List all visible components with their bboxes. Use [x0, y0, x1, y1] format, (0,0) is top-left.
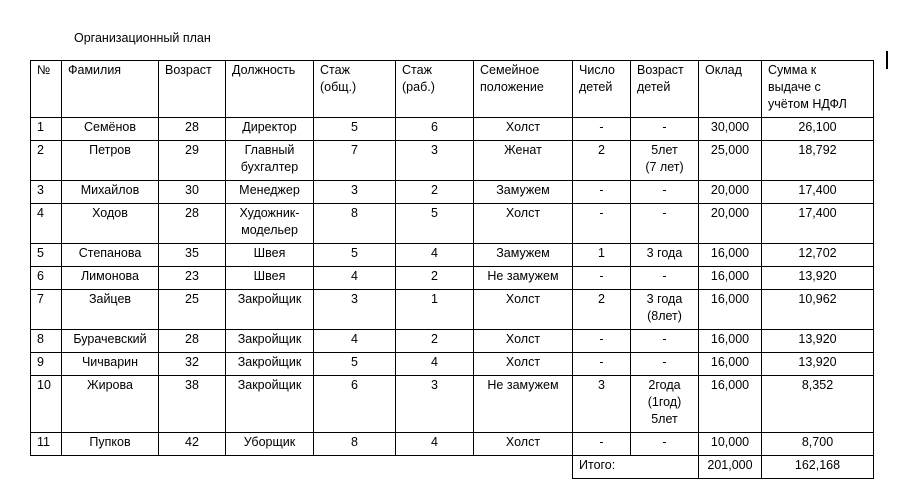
cell-exp-work: 1 — [396, 290, 474, 330]
cell-marital: Замужем — [474, 181, 573, 204]
header-age: Возраст — [159, 61, 226, 118]
cell-exp-work: 5 — [396, 204, 474, 244]
cell-surname: Степанова — [62, 244, 159, 267]
cell-line: 3 года — [646, 292, 683, 306]
totals-label: Итого: — [573, 456, 699, 479]
cell-age: 32 — [159, 353, 226, 376]
cell-salary: 16,000 — [699, 267, 762, 290]
cell-children-age — [631, 330, 699, 353]
cell-exp-work: 6 — [396, 118, 474, 141]
cell-position — [226, 181, 314, 204]
cell-children-age — [631, 353, 699, 376]
header-surname: Фамилия — [62, 61, 159, 118]
totals-row — [31, 456, 874, 479]
cell-exp-total: 5 — [314, 118, 396, 141]
cell-line: Швея — [253, 246, 286, 260]
cell-surname: Семёнов — [62, 118, 159, 141]
cell-line: Уборщик — [243, 435, 296, 449]
cell-exp-total: 5 — [314, 244, 396, 267]
cell-line: (1год) — [647, 395, 682, 409]
cell-children: 2 — [573, 141, 631, 181]
cell-num: 5 — [31, 244, 62, 267]
totals-net: 162,168 — [762, 456, 874, 479]
header-salary: Оклад — [699, 61, 762, 118]
table-row — [31, 141, 874, 181]
cell-surname: Пупков — [62, 433, 159, 456]
cell-num: 11 — [31, 433, 62, 456]
cell-line: Стаж — [320, 63, 350, 77]
table-row — [31, 353, 874, 376]
cell-num: 3 — [31, 181, 62, 204]
cell-line: - — [662, 435, 667, 449]
cell-exp-work: 4 — [396, 353, 474, 376]
cell-position — [226, 330, 314, 353]
cell-line: (раб.) — [402, 80, 435, 94]
cell-exp-total: 8 — [314, 433, 396, 456]
cell-position — [226, 267, 314, 290]
cell-exp-work: 4 — [396, 244, 474, 267]
cell-exp-work: 3 — [396, 376, 474, 433]
cell-children: - — [573, 204, 631, 244]
table-row — [31, 267, 874, 290]
cell-line: Закройщик — [237, 332, 302, 346]
cell-exp-work: 4 — [396, 433, 474, 456]
cell-age: 28 — [159, 330, 226, 353]
cell-line: учётом НДФЛ — [768, 97, 847, 111]
totals-spacer — [31, 456, 573, 479]
cell-line: (7 лет) — [645, 160, 684, 174]
cell-marital: Женат — [474, 141, 573, 181]
table-header-row — [31, 61, 874, 118]
cell-net: 17,400 — [762, 204, 874, 244]
cell-line: детей — [637, 80, 671, 94]
cell-num: 6 — [31, 267, 62, 290]
header-position: Должность — [226, 61, 314, 118]
header-children-age — [631, 61, 699, 118]
cell-surname: Петров — [62, 141, 159, 181]
cell-surname: Жирова — [62, 376, 159, 433]
cell-exp-work: 3 — [396, 141, 474, 181]
cell-children: - — [573, 433, 631, 456]
cell-position — [226, 433, 314, 456]
cell-surname: Ходов — [62, 204, 159, 244]
cell-marital: Замужем — [474, 244, 573, 267]
cell-marital: Не замужем — [474, 376, 573, 433]
cell-children-age — [631, 118, 699, 141]
cell-exp-total: 3 — [314, 290, 396, 330]
cell-position — [226, 244, 314, 267]
cell-exp-total: 7 — [314, 141, 396, 181]
cell-line: положение — [480, 80, 544, 94]
cell-salary: 10,000 — [699, 433, 762, 456]
cell-salary: 20,000 — [699, 204, 762, 244]
table-row — [31, 118, 874, 141]
cell-exp-total: 5 — [314, 353, 396, 376]
cell-exp-total: 6 — [314, 376, 396, 433]
cell-line: Закройщик — [237, 378, 302, 392]
cell-line: 2года — [648, 378, 681, 392]
cell-line: 5лет — [651, 143, 678, 157]
cell-line: Стаж — [402, 63, 432, 77]
cell-children-age — [631, 244, 699, 267]
cell-surname: Бурачевский — [62, 330, 159, 353]
cell-age: 28 — [159, 204, 226, 244]
table-row — [31, 330, 874, 353]
cell-children-age — [631, 181, 699, 204]
cell-net: 13,920 — [762, 353, 874, 376]
cell-net: 18,792 — [762, 141, 874, 181]
cell-exp-total: 4 — [314, 267, 396, 290]
text-cursor — [886, 51, 888, 69]
cell-num: 9 — [31, 353, 62, 376]
cell-num: 8 — [31, 330, 62, 353]
cell-children: - — [573, 330, 631, 353]
cell-position — [226, 118, 314, 141]
cell-line: Директор — [242, 120, 297, 134]
cell-exp-work: 2 — [396, 330, 474, 353]
cell-children-age — [631, 376, 699, 433]
cell-marital: Не замужем — [474, 267, 573, 290]
cell-age: 42 — [159, 433, 226, 456]
cell-line: модельер — [241, 223, 298, 237]
cell-surname: Чичварин — [62, 353, 159, 376]
header-exp-total — [314, 61, 396, 118]
cell-line: 5лет — [651, 412, 678, 426]
cell-marital: Холст — [474, 330, 573, 353]
cell-children: 1 — [573, 244, 631, 267]
cell-exp-total: 3 — [314, 181, 396, 204]
cell-age: 28 — [159, 118, 226, 141]
cell-children: - — [573, 353, 631, 376]
table-row — [31, 376, 874, 433]
cell-exp-total: 8 — [314, 204, 396, 244]
cell-children: - — [573, 267, 631, 290]
cell-net: 12,702 — [762, 244, 874, 267]
cell-net: 26,100 — [762, 118, 874, 141]
cell-line: Закройщик — [237, 355, 302, 369]
cell-line: Возраст — [637, 63, 684, 77]
cell-salary: 16,000 — [699, 330, 762, 353]
cell-line: (общ.) — [320, 80, 357, 94]
cell-children-age — [631, 267, 699, 290]
cell-position — [226, 290, 314, 330]
cell-children: - — [573, 181, 631, 204]
org-plan-table — [30, 60, 874, 479]
cell-line: (8лет) — [647, 309, 682, 323]
cell-children-age — [631, 290, 699, 330]
cell-exp-work: 2 — [396, 181, 474, 204]
cell-position — [226, 141, 314, 181]
cell-net: 17,400 — [762, 181, 874, 204]
cell-salary: 30,000 — [699, 118, 762, 141]
cell-children-age — [631, 204, 699, 244]
cell-line: - — [662, 183, 667, 197]
cell-marital: Холст — [474, 353, 573, 376]
header-children — [573, 61, 631, 118]
cell-age: 25 — [159, 290, 226, 330]
cell-net: 8,700 — [762, 433, 874, 456]
cell-line: - — [662, 206, 667, 220]
cell-line: бухгалтер — [240, 160, 299, 174]
cell-children: 3 — [573, 376, 631, 433]
cell-line: Сумма к — [768, 63, 817, 77]
cell-net: 13,920 — [762, 330, 874, 353]
cell-position — [226, 353, 314, 376]
table-row — [31, 204, 874, 244]
cell-line: Швея — [253, 269, 286, 283]
cell-children-age — [631, 433, 699, 456]
header-exp-work — [396, 61, 474, 118]
cell-surname: Лимонова — [62, 267, 159, 290]
document-title: Организационный план — [74, 31, 211, 45]
cell-marital: Холст — [474, 118, 573, 141]
cell-marital: Холст — [474, 204, 573, 244]
cell-line: Менеджер — [239, 183, 300, 197]
cell-salary: 16,000 — [699, 353, 762, 376]
cell-children: - — [573, 118, 631, 141]
cell-salary: 16,000 — [699, 290, 762, 330]
cell-num: 10 — [31, 376, 62, 433]
cell-num: 2 — [31, 141, 62, 181]
table-row — [31, 290, 874, 330]
cell-net: 13,920 — [762, 267, 874, 290]
cell-line: детей — [579, 80, 613, 94]
cell-marital: Холст — [474, 290, 573, 330]
cell-position — [226, 376, 314, 433]
cell-net: 10,962 — [762, 290, 874, 330]
cell-salary: 16,000 — [699, 244, 762, 267]
cell-age: 35 — [159, 244, 226, 267]
cell-line: Число — [579, 63, 615, 77]
cell-num: 7 — [31, 290, 62, 330]
cell-marital: Холст — [474, 433, 573, 456]
cell-line: - — [662, 120, 667, 134]
totals-salary: 201,000 — [699, 456, 762, 479]
header-net — [762, 61, 874, 118]
header-num: № — [31, 61, 62, 118]
cell-age: 23 — [159, 267, 226, 290]
cell-exp-work: 2 — [396, 267, 474, 290]
cell-surname: Михайлов — [62, 181, 159, 204]
table-row — [31, 244, 874, 267]
cell-salary: 20,000 — [699, 181, 762, 204]
table-row — [31, 181, 874, 204]
cell-salary: 16,000 — [699, 376, 762, 433]
cell-net: 8,352 — [762, 376, 874, 433]
cell-position — [226, 204, 314, 244]
cell-line: - — [662, 269, 667, 283]
cell-num: 4 — [31, 204, 62, 244]
table-row — [31, 433, 874, 456]
cell-line: Семейное — [480, 63, 540, 77]
cell-children-age — [631, 141, 699, 181]
cell-line: - — [662, 355, 667, 369]
cell-line: Закройщик — [237, 292, 302, 306]
cell-exp-total: 4 — [314, 330, 396, 353]
cell-line: 3 года — [646, 246, 683, 260]
cell-line: - — [662, 332, 667, 346]
header-marital — [474, 61, 573, 118]
cell-age: 29 — [159, 141, 226, 181]
cell-children: 2 — [573, 290, 631, 330]
cell-line: выдаче с — [768, 80, 821, 94]
cell-surname: Зайцев — [62, 290, 159, 330]
cell-age: 38 — [159, 376, 226, 433]
cell-salary: 25,000 — [699, 141, 762, 181]
cell-line: Художник- — [239, 206, 300, 220]
cell-line: Главный — [244, 143, 295, 157]
cell-num: 1 — [31, 118, 62, 141]
cell-age: 30 — [159, 181, 226, 204]
